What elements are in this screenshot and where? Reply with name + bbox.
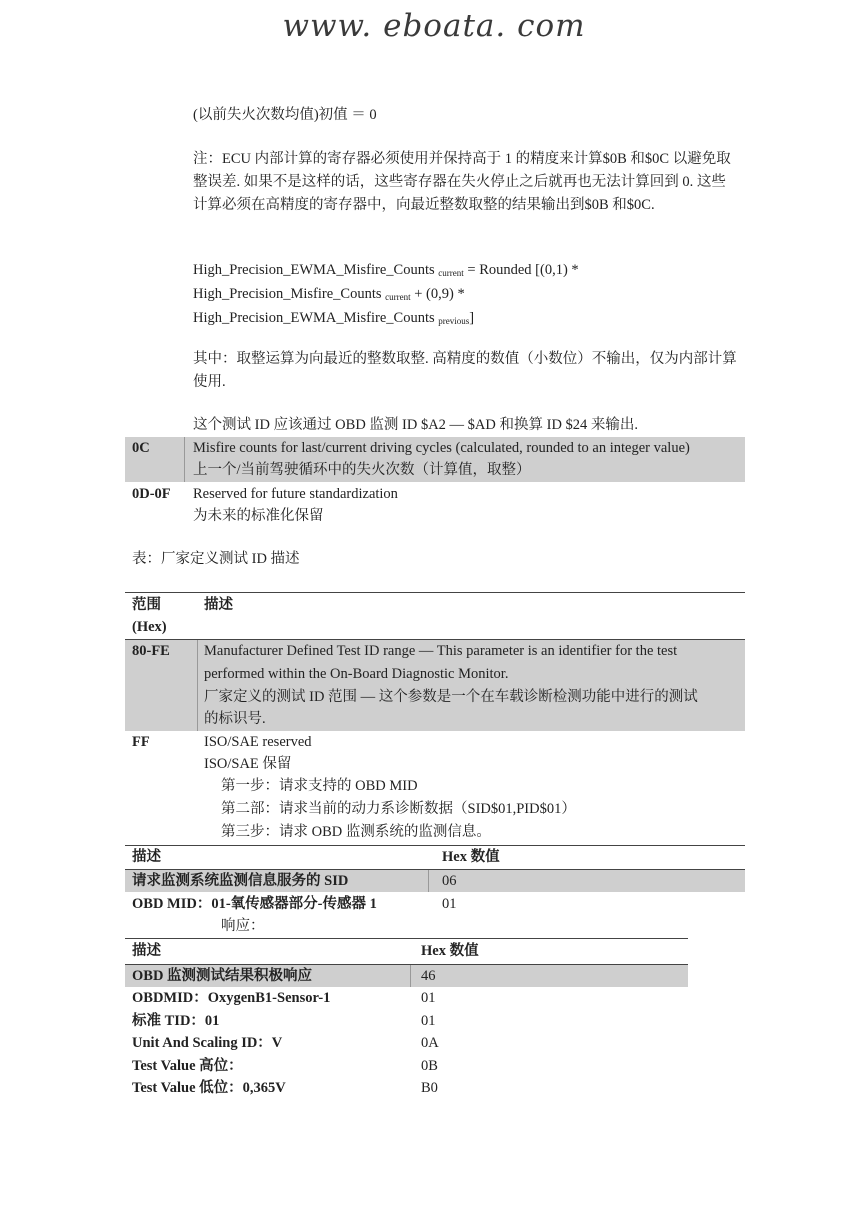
formula-line-2: High_Precision_Misfire_Counts $_{current}$ + (0,9) *: [193, 286, 465, 302]
response-desc: Test Value 低位：0,365V: [132, 1080, 286, 1096]
response-table: [125, 938, 688, 1103]
range-desc-zh: 厂家定义的测试 ID 范围 — 这个参数是一个在车载诊断检测功能中进行的测试: [204, 689, 698, 705]
response-desc: OBDMID：OxygenB1-Sensor-1: [132, 990, 331, 1006]
range-desc-zh: ISO/SAE 保留: [204, 756, 292, 772]
manufacturer-test-id-table: [125, 592, 745, 772]
response-desc: Unit And Scaling ID：V: [132, 1035, 283, 1051]
response-desc: OBD 监测测试结果积极响应: [132, 968, 313, 984]
formula: [193, 259, 738, 331]
rounding-note: 其中：取整运算为向最近的整数取整. 高精度的数值（小数位）不输出，仅为内部计算使用.: [193, 351, 737, 390]
step-2: 第二部：请求当前的动力系诊断数据（SID$01,PID$01）: [221, 801, 576, 817]
response-desc: Test Value 高位：: [132, 1058, 243, 1074]
response-hex: 0A: [421, 1035, 439, 1051]
header-description: 描述: [204, 597, 233, 613]
request-hex: 01: [442, 896, 457, 912]
response-hex: 0B: [421, 1058, 438, 1074]
response-label: 响应：: [221, 918, 265, 934]
response-desc: 标准 TID：01: [132, 1013, 220, 1029]
procedure-steps: [221, 775, 576, 844]
response-hex: 01: [421, 990, 436, 1006]
response-hex: 46: [421, 968, 436, 984]
initial-value-text: (以前失火次数均值)初值 ＝ 0: [193, 107, 377, 123]
test-id-desc-zh: 上一个/当前驾驶循环中的失火次数（计算值，取整）: [193, 462, 531, 478]
request-desc: 请求监测系统监测信息服务的 SID: [132, 873, 349, 889]
range-desc-en: ISO/SAE reserved: [204, 734, 312, 750]
test-id-desc-en: Misfire counts for last/current driving cycles (calculated, rounded to an integer value): [193, 440, 690, 456]
header-range-unit: (Hex): [132, 619, 167, 635]
request-table: [125, 845, 745, 917]
step-3: 第三步：请求 OBD 监测系统的监测信息。: [221, 824, 491, 840]
formula-line-3: High_Precision_EWMA_Misfire_Counts $_{previous}$]: [193, 310, 475, 326]
range-cell: FF: [132, 734, 150, 750]
response-hex: B0: [421, 1080, 438, 1096]
table-caption: 表：厂家定义测试 ID 描述: [132, 551, 300, 567]
header-description: 描述: [132, 943, 161, 959]
output-note: 这个测试 ID 应该通过 OBD 监测 ID $A2 — $AD 和换算 ID $24 来输出.: [193, 417, 639, 433]
test-id-table: [125, 437, 745, 545]
header-description: 描述: [132, 849, 161, 865]
test-id-desc-en: Reserved for future standardization: [193, 486, 398, 502]
range-desc-zh: 的标识号.: [204, 711, 266, 727]
request-hex: 06: [442, 873, 457, 889]
request-desc: OBD MID：01-氧传感器部分-传感器 1: [132, 896, 377, 912]
range-desc-en: Manufacturer Defined Test ID range — This parameter is an identifier for the test: [204, 643, 678, 659]
note-paragraph: 注：ECU 内部计算的寄存器必须使用并保持高于 1 的精度来计算$0B 和$0C 以避免取整误差. 如果不是这样的话，这些寄存器在失火停止之后就再也无法计算回到 0. 这些计算必须在高精度的寄存器中，向最近整数取整的结果输出到$0B 和$0C.: [193, 151, 731, 213]
range-desc-en: performed within the On-Board Diagnostic Monitor.: [204, 666, 509, 682]
watermark: www. eboata. com: [282, 8, 586, 44]
header-hex: Hex 数值: [442, 849, 500, 865]
response-hex: 01: [421, 1013, 436, 1029]
range-cell: 80-FE: [132, 643, 170, 659]
test-id-cell: 0D-0F: [132, 486, 171, 502]
header-hex: Hex 数值: [421, 943, 479, 959]
formula-line-1: High_Precision_EWMA_Misfire_Counts $_{current}$ = Rounded [(0,1) *: [193, 262, 579, 278]
test-id-cell: 0C: [132, 440, 150, 456]
step-1: 第一步：请求支持的 OBD MID: [221, 778, 418, 794]
header-range: 范围: [132, 597, 161, 613]
test-id-desc-zh: 为未来的标准化保留: [193, 508, 324, 524]
